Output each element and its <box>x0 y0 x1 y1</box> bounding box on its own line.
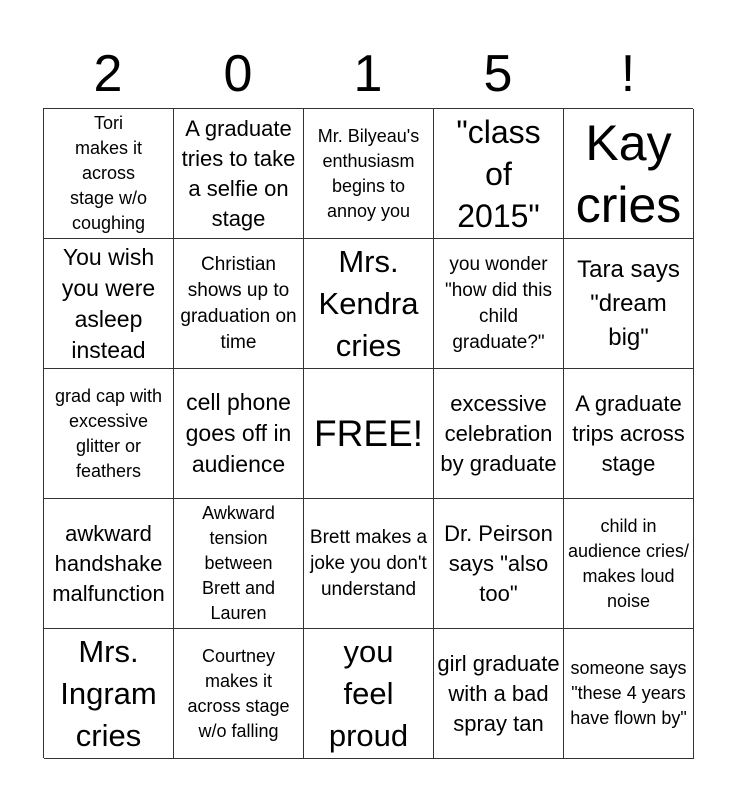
bingo-cell-r4c3[interactable] <box>304 499 434 629</box>
bingo-cell-r1c4[interactable] <box>434 109 564 239</box>
cell-text: Mr. Bilyeau's enthusiasm begins to annoy you <box>317 125 420 221</box>
bingo-cell-r2c2[interactable] <box>174 239 304 369</box>
bingo-cell-r5c3[interactable] <box>304 629 434 759</box>
bingo-header <box>43 40 693 108</box>
bingo-cell-r1c2[interactable] <box>174 109 304 239</box>
cell-text: child in audience cries/ makes loud noise <box>567 515 690 611</box>
bingo-cell-r2c1[interactable] <box>44 239 174 369</box>
cell-text: you feel proud <box>328 633 409 753</box>
bingo-cell-r4c4[interactable] <box>434 499 564 629</box>
cell-text: Courtney makes it across stage w/o falling <box>187 645 290 741</box>
bingo-cell-r1c1[interactable] <box>44 109 174 239</box>
cell-text: Tara says "dream big" <box>577 255 680 351</box>
cell-text: awkward handshake malfunction <box>52 520 165 606</box>
cell-text: A graduate trips across stage <box>572 390 685 476</box>
cell-text: "class of 2015" <box>456 113 541 234</box>
cell-text: Awkward tension between Brett and Lauren <box>201 503 276 623</box>
cell-text: Mrs. Kendra cries <box>318 243 419 363</box>
cell-text: excessive celebration by graduate <box>440 390 557 476</box>
bingo-cell-r3c1[interactable] <box>44 369 174 499</box>
cell-text: You wish you were asleep instead <box>61 243 156 363</box>
cell-text: Mrs. Ingram cries <box>60 633 157 753</box>
bingo-cell-r2c4[interactable] <box>434 239 564 369</box>
header-letter-3: 1 <box>353 45 383 103</box>
header-letter-5: ! <box>620 45 636 103</box>
bingo-cell-r1c5[interactable] <box>564 109 694 239</box>
cell-text: cell phone goes off in audience <box>185 389 292 477</box>
bingo-cell-r4c2[interactable] <box>174 499 304 629</box>
bingo-cell-r3c4[interactable] <box>434 369 564 499</box>
cell-text: Kay cries <box>575 114 682 233</box>
header-letter-2: 0 <box>223 45 253 103</box>
cell-text: girl graduate with a bad spray tan <box>437 650 560 736</box>
bingo-cell-r3c2[interactable] <box>174 369 304 499</box>
bingo-cell-r5c4[interactable] <box>434 629 564 759</box>
bingo-cell-r5c5[interactable] <box>564 629 694 759</box>
bingo-cell-r5c2[interactable] <box>174 629 304 759</box>
cell-text: Dr. Peirson says "also too" <box>444 520 553 606</box>
bingo-cell-r4c5[interactable] <box>564 499 694 629</box>
header-letter-1: 2 <box>93 45 123 103</box>
cell-text: FREE! <box>314 412 423 454</box>
cell-text: Tori makes it across stage w/o coughing <box>69 113 148 233</box>
bingo-cell-r1c3[interactable] <box>304 109 434 239</box>
bingo-cell-r2c5[interactable] <box>564 239 694 369</box>
cell-text: you wonder "how did this child graduate?" <box>444 253 553 353</box>
header-letter-4: 5 <box>483 45 513 103</box>
bingo-board <box>43 108 693 758</box>
bingo-cell-r3c5[interactable] <box>564 369 694 499</box>
bingo-cell-r5c1[interactable] <box>44 629 174 759</box>
cell-text: Christian shows up to graduation on time <box>180 253 297 353</box>
cell-text: Brett makes a joke you don't understand <box>309 526 428 600</box>
bingo-cell-r2c3[interactable] <box>304 239 434 369</box>
bingo-cell-r4c1[interactable] <box>44 499 174 629</box>
bingo-cell-r3c3[interactable] <box>304 369 434 499</box>
cell-text: grad cap with excessive glitter or feathers <box>54 385 163 481</box>
cell-text: A graduate tries to take a selfie on stage <box>181 115 296 231</box>
cell-text: someone says "these 4 years have flown by" <box>570 658 687 728</box>
